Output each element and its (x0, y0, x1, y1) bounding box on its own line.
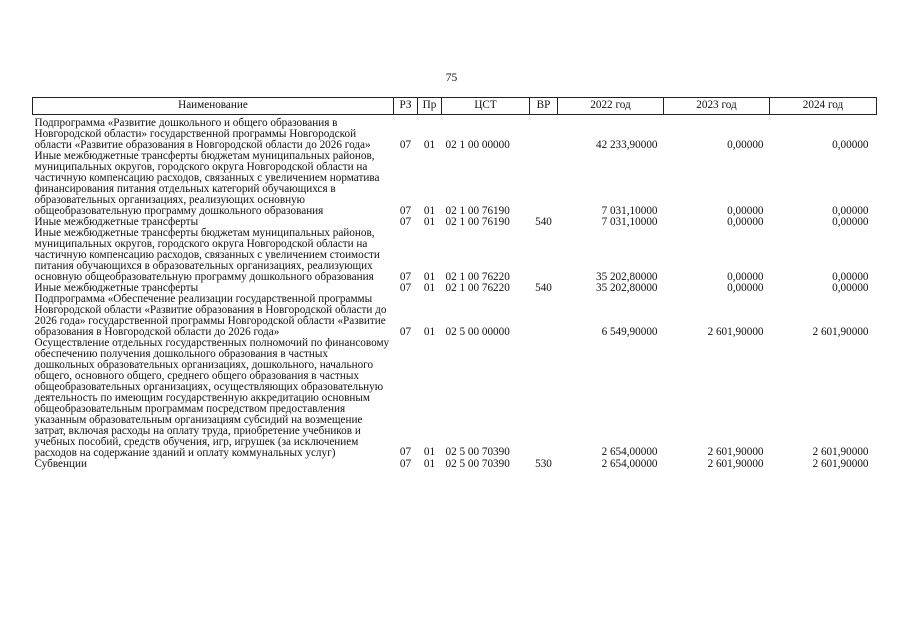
header-cst: ЦСТ (442, 98, 530, 115)
row-pr: 01 (423, 270, 436, 283)
row-2024: 0,00000 (832, 215, 869, 228)
row-name: Иные межбюджетные трансферты бюджетам муниципальных районов, муниципальных округов, городского округа Новгородской области на частичную компенсацию расходов, связанных с увеличением норматива финансирования питания отдельных категорий обучающихся в образовательных организациях, реализующих основную общеобразовательную программу дошкольного образования (34, 149, 380, 217)
row-rz: 07 (399, 325, 412, 338)
row-name: Подпрограмма «Обеспечение реализации государственной программы Новгородской области «Развитие образования в Новгородской области до 2026 года» государственной программы Новгородской области «Развитие образования в Новгородской области до 2026 года» (34, 292, 387, 338)
row-vr (530, 338, 558, 459)
row-2023: 0,00000 (727, 270, 764, 283)
row-2022: 2 654,00000 (601, 446, 658, 459)
table-row (33, 459, 877, 470)
row-2023: 0,00000 (727, 215, 764, 228)
row-vr (530, 151, 558, 217)
row-vr: 540 (535, 215, 552, 228)
row-vr (530, 115, 558, 151)
table-row (33, 228, 877, 283)
row-2023: 0,00000 (727, 138, 764, 151)
row-2022: 35 202,80000 (595, 270, 658, 283)
row-name: Субвенции (34, 457, 87, 470)
budget-table (32, 97, 877, 470)
row-name: Подпрограмма «Развитие дошкольного и общего образования в Новгородской области» государственной программы Новгородской области «Развитие образования в Новгородской области до 2026 года» (34, 117, 371, 151)
row-pr: 01 (423, 457, 436, 470)
row-cst: 02 1 00 76220 (445, 270, 510, 283)
table-header-row (33, 98, 877, 115)
row-name: Иные межбюджетные трансферты (34, 282, 199, 294)
row-2022: 7 031,10000 (601, 215, 658, 228)
row-pr: 01 (423, 138, 436, 151)
row-2022: 2 654,00000 (601, 457, 658, 470)
header-2024: 2024 год (770, 98, 877, 115)
row-vr: 540 (535, 281, 552, 294)
header-2023: 2023 год (664, 98, 770, 115)
table-row (33, 151, 877, 217)
row-cst: 02 5 00 00000 (445, 325, 510, 338)
row-rz: 07 (399, 204, 412, 217)
row-vr: 530 (535, 457, 552, 470)
header-2022: 2022 год (558, 98, 664, 115)
row-rz: 07 (399, 215, 412, 228)
row-2024: 0,00000 (832, 270, 869, 283)
header-vr: ВР (530, 98, 558, 115)
row-rz: 07 (399, 457, 412, 470)
row-2023: 0,00000 (727, 281, 764, 294)
row-rz: 07 (399, 281, 412, 294)
row-cst: 02 1 00 76190 (445, 204, 510, 217)
header-rz: РЗ (394, 98, 418, 115)
row-pr: 01 (423, 204, 436, 217)
row-2024: 2 601,90000 (812, 457, 869, 470)
row-2024: 2 601,90000 (812, 325, 869, 338)
table-row (33, 294, 877, 338)
row-vr (530, 228, 558, 283)
row-pr: 01 (423, 325, 436, 338)
row-2022: 42 233,90000 (595, 138, 658, 151)
row-2024: 0,00000 (832, 281, 869, 294)
row-cst: 02 5 00 70390 (445, 457, 510, 470)
row-rz: 07 (399, 446, 412, 459)
row-2022: 35 202,80000 (595, 281, 658, 294)
row-2023: 2 601,90000 (707, 446, 764, 459)
row-pr: 01 (423, 281, 436, 294)
row-2024: 0,00000 (832, 204, 869, 217)
row-cst: 02 1 00 00000 (445, 138, 510, 151)
table-row (33, 338, 877, 459)
header-name: Наименование (33, 98, 394, 115)
row-name: Осуществление отдельных государственных полномочий по финансовому обеспечению получения дошкольного образования в частных дошкольных образовательных организациях, дошкольного, начального общего, основного общего, среднего общего образования в частных общеобразовательных организациях, осуществляющих образовательную деятельность по имеющим государственную аккредитацию основным общеобразовательным программам посредством предоставления указанным образовательным организациям субсидий на возмещение затрат, включая расходы на оплату труда, приобретение учебников и учебных пособий, средств обучения, игр, игрушек (за исключением расходов на содержание зданий и оплату коммунальных услуг) (34, 336, 390, 459)
row-name: Иные межбюджетные трансферты (34, 215, 199, 228)
page-number: 75 (445, 72, 458, 84)
row-2023: 2 601,90000 (707, 325, 764, 338)
table-row (33, 115, 877, 151)
row-2023: 2 601,90000 (707, 457, 764, 470)
row-cst: 02 1 00 76190 (445, 215, 510, 228)
row-2022: 7 031,10000 (601, 204, 658, 217)
row-2024: 2 601,90000 (812, 446, 869, 459)
row-cst: 02 1 00 76220 (445, 281, 510, 294)
row-name: Иные межбюджетные трансферты бюджетам муниципальных районов, муниципальных округов, городского округа Новгородской области на частичную компенсацию расходов, связанных с увеличением стоимости питания обучающихся в образовательных организациях, реализующих основную общеобразовательную программу дошкольного образования (34, 226, 380, 283)
row-2024: 0,00000 (832, 138, 869, 151)
row-rz: 07 (399, 270, 412, 283)
row-2023: 0,00000 (727, 204, 764, 217)
row-pr: 01 (423, 215, 436, 228)
row-pr: 01 (423, 446, 436, 459)
row-rz: 07 (399, 138, 412, 151)
row-cst: 02 5 00 70390 (445, 446, 510, 459)
row-2022: 6 549,90000 (601, 325, 658, 338)
header-pr: Пр (418, 98, 442, 115)
row-vr (530, 294, 558, 338)
